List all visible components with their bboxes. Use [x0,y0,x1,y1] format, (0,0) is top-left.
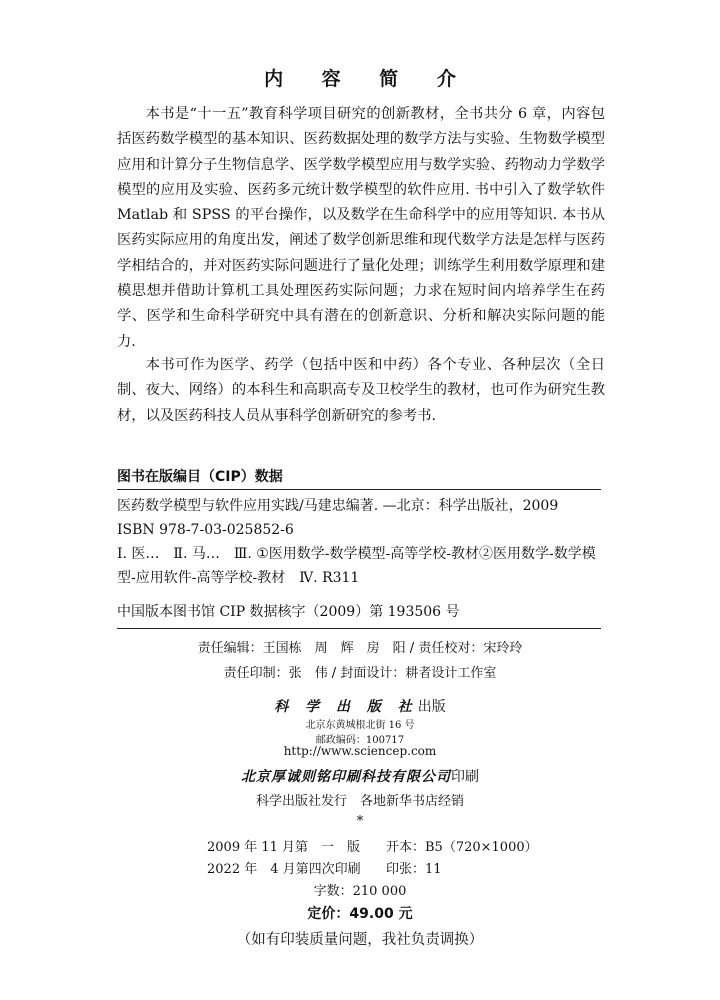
edition-date: 2009 年 11 月第 一 版 [207,840,361,855]
publisher-postcode: 邮政编码：100717 [315,735,405,746]
cip-header: 图书在版编目（CIP）数据 [117,469,283,485]
editors-line-2: 责任印制：张 伟 / 封面设计：耕者设计工作室 [223,666,497,681]
publisher-website: http://www.sciencep.com [283,744,437,758]
price: 定价：49.00 元 [307,906,413,922]
cip-top-rule [117,489,601,490]
printer-line [0,766,720,786]
intro-paragraph-1 [117,102,605,355]
quality-notice: （如有印装质量问题，我社负责调换） [236,932,484,948]
publisher-line [0,696,720,716]
intro-text-2: 本书可作为医学、药学（包括中医和中药）各个专业、各种层次（全日制、夜大、网络）的本科生和高职高专及卫校学生的教材，也可作为研究生教材，以及医药科技人员从事科学创新研究的参考书. [117,357,605,424]
cip-bottom-rule [117,628,601,629]
cip-book-line: 医药数学模型与软件应用实践/马建忠编著. —北京：科学出版社，2009 [117,498,559,514]
cip-record [117,494,601,590]
page-title: 内 容 简 介 [264,68,472,90]
cip-isbn: ISBN 978-7-03-025852-6 [117,522,294,538]
cip-classification: Ⅰ. 医… Ⅱ. 马… Ⅲ. ①医用数学-数学模型-高等学校-教材②医用数学-数学模型-应用软件-高等学校-教材 Ⅳ. R311 [117,546,596,586]
format-size: 开本：B5（720×1000） [386,840,538,855]
printer-name: 北京厚诚则铭印刷科技有限公司 [241,769,451,785]
cip-number: 中国版本图书馆 CIP 数据核字（2009）第 193506 号 [117,604,460,620]
distributor-line: 科学出版社发行 各地新华书店经销 [255,794,464,809]
publisher-suffix: 出版 [417,699,446,715]
separator-star: * [356,814,364,829]
publisher-address: 北京东黄城根北街 16 号 [305,720,415,731]
editors-line-1: 责任编辑：王国栋 周 辉 房 阳 / 责任校对：宋玲玲 [197,641,523,656]
printer-suffix: 印刷 [451,769,479,785]
word-count: 字数：210 000 [313,884,407,899]
publisher-name: 科 学 出 版 社 [274,699,418,715]
sheet-count: 印张：11 [386,862,442,877]
intro-paragraph-2 [117,353,605,429]
intro-text-1: 本书是“十一五”教育科学项目研究的创新教材，全书共分 6 章，内容包括医药数学模型的基本知识、医药数据处理的数学方法与实验、生物数学模型应用和计算分子生物信息学、医学数学模型应用与数学实验、药物动力学数学模型的应用及实验、医药多元统计数学模型的软件应用. 书中引入了数学软件 Matlab 和 SPSS 的平台操作，以及数学在生命科学中的应用等知识. 本书从医药实际应用的角度出发，阐述了数学创新思维和现代数学方法是怎样与医药学相结合的，并对医药实际问题进行了量化处理；训练学生利用数学原理和建模思想并借助计算机工具处理医药实际问题；力求在短时间内培养学生在药学、医学和生命科学研究中具有潜在的创新意识、分析和解决实际问题的能力. [117,106,605,350]
printing-date: 2022 年 4 月第四次印刷 [207,862,361,877]
